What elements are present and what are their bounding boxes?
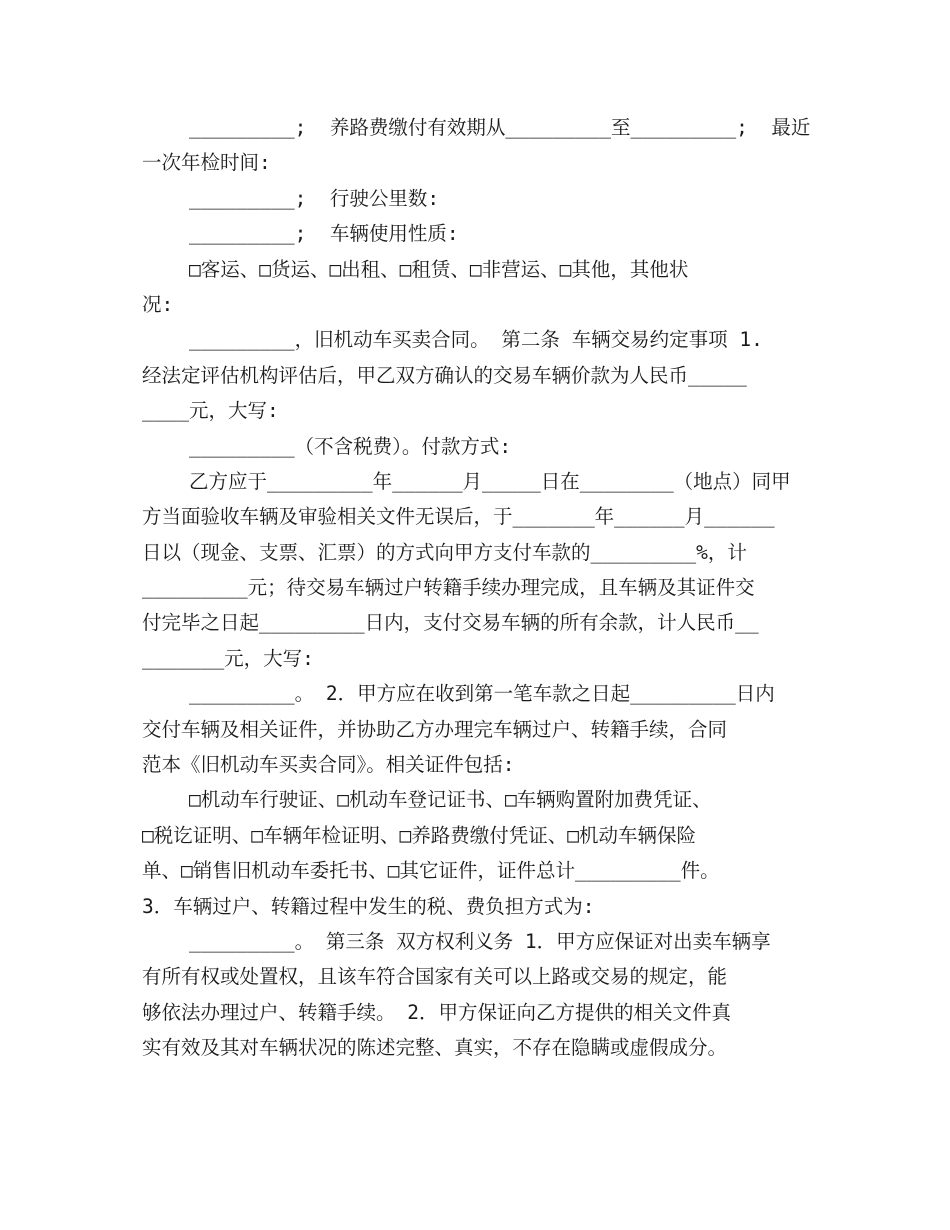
text-line: 经法定评估机构评估后，甲乙双方确认的交易车辆价款为人民币_____ (142, 363, 747, 387)
text-line: 单、□销售旧机动车委托书、□其它证件，证件总计_________件。 (142, 859, 720, 883)
text-line: _________; 车辆使用性质: (142, 222, 459, 246)
text-line: _________; 养路费缴付有效期从_________至_________; 最近 (142, 116, 811, 139)
text-line: 有所有权或处置权，且该车符合国家有关可以上路或交易的规定，能 (142, 965, 728, 989)
text-line: _________; 行驶公里数: (142, 186, 440, 210)
text-line: _________元；待交易车辆过户转籍手续办理完成，且车辆及其证件交 (142, 576, 755, 600)
text-line: 日以（现金、支票、汇票）的方式向甲方支付车款的_________%，计 (142, 540, 747, 564)
text-line: _______元，大写: (142, 646, 314, 670)
text-line: 方当面验收车辆及审验相关文件无误后，于_______年______月______ (142, 505, 775, 529)
text-line: ____元，大写: (142, 399, 279, 423)
contract-text (142, 110, 812, 1066)
text-line: 3．车辆过户、转籍过程中发生的税、费负担方式为: (142, 894, 595, 918)
text-line: 够依法办理过户、转籍手续。 2．甲方保证向乙方提供的相关文件真 (142, 1000, 731, 1024)
text-line: _________（不含税费）。付款方式: (142, 434, 512, 458)
text-line: □税讫证明、□车辆年检证明、□养路费缴付凭证、□机动车辆保险 (142, 823, 696, 847)
text-line: _________，旧机动车买卖合同。 第二条 车辆交易约定事项 1. (142, 328, 763, 352)
text-line: 实有效及其对车辆状况的陈述完整、真实，不存在隐瞒或虚假成分。 (142, 1036, 728, 1060)
text-line: 范本《旧机动车买卖合同》。相关证件包括: (142, 753, 515, 777)
text-line: □客运、□货运、□出租、□租赁、□非营运、□其他，其他状 (142, 257, 689, 281)
text-line: 交付车辆及相关证件，并协助乙方办理完车辆过户、转籍手续，合同 (142, 717, 728, 741)
text-line: 付完毕之日起_________日内，支付交易车辆的所有余款，计人民币__ (142, 611, 759, 635)
text-line: 一次年检时间: (142, 151, 271, 175)
text-line: 乙方应于_________年______月_____日在________（地点）同甲 (142, 469, 791, 493)
text-line: _________。 2．甲方应在收到第一笔车款之日起_________日内 (142, 682, 775, 706)
text-line: _________。 第三条 双方权利义务 1．甲方应保证对出卖车辆享 (142, 929, 771, 953)
text-line: 况: (142, 292, 174, 316)
text-line: □机动车行驶证、□机动车登记证书、□车辆购置附加费凭证、 (142, 788, 712, 812)
